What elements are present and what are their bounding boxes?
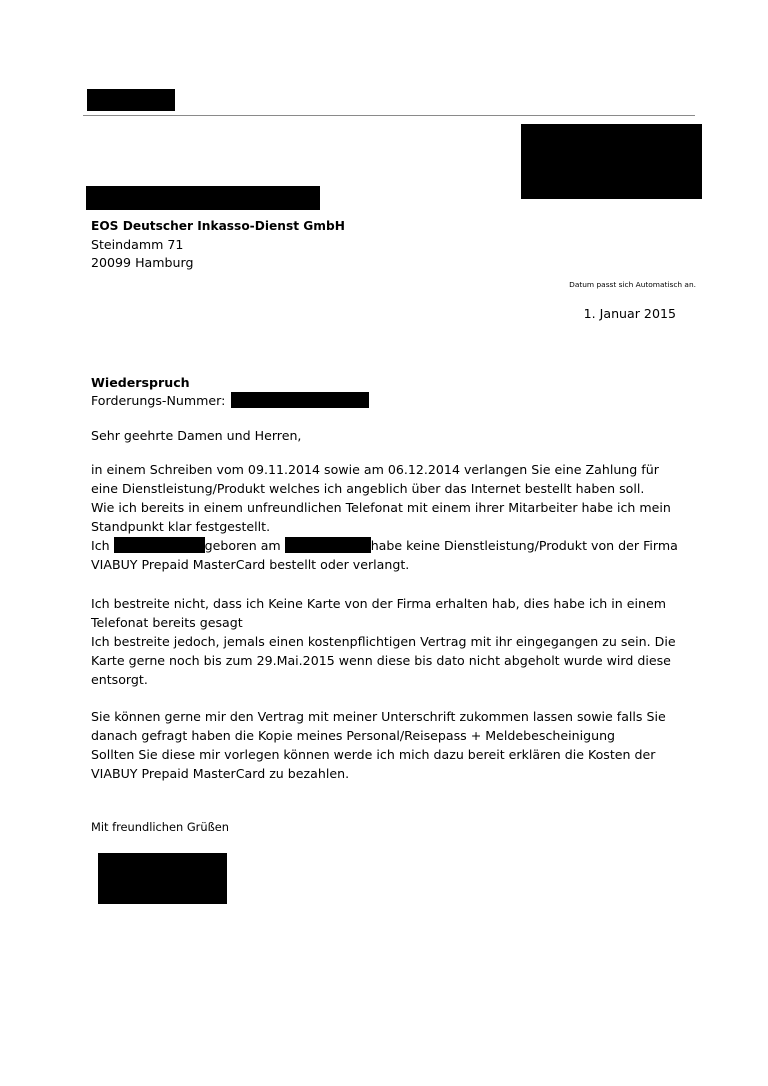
paragraph-3-line-1: Sie können gerne mir den Vertrag mit meiner Unterschrift zukommen lassen sowie falls Sie <box>91 709 666 724</box>
name-redaction <box>114 537 205 553</box>
salutation: Sehr geehrte Damen und Herren, <box>91 428 302 443</box>
paragraph-3-line-3: Sollten Sie diese mir vorlegen können werde ich mich dazu bereit erklären die Kosten der <box>91 747 656 762</box>
paragraph-1 <box>91 460 678 574</box>
recipient-city: 20099 Hamburg <box>91 255 194 270</box>
reference-number-redaction <box>231 392 369 408</box>
paragraph-1-line-5-end: habe keine Dienstleistung/Produkt von der Firma <box>370 538 678 553</box>
recipient-company: EOS Deutscher Inkasso-Dienst GmbH <box>91 219 345 233</box>
paragraph-3-line-4: VIABUY Prepaid MasterCard zu bezahlen. <box>91 766 350 781</box>
birthdate-redaction <box>285 537 371 553</box>
sender-name-redaction <box>87 89 175 111</box>
paragraph-2-line-3: Ich bestreite jedoch, jemals einen kostenpflichtigen Vertrag mit ihr eingegangen zu sein. Die <box>91 634 676 649</box>
paragraph-2-line-4: Karte gerne noch bis zum 29.Mai.2015 wenn diese bis dato nicht abgeholt wurde wird diese <box>91 653 671 668</box>
paragraph-1-line-4: Standpunkt klar festgestellt. <box>91 519 271 534</box>
letter-date: 1. Januar 2015 <box>583 306 676 321</box>
header-divider <box>83 115 695 116</box>
paragraph-1-line-5-start: Ich <box>91 538 114 553</box>
return-address-redaction <box>86 186 320 210</box>
sender-address-redaction <box>521 124 702 199</box>
paragraph-2-line-2: Telefonat bereits gesagt <box>91 615 243 630</box>
date-note: Datum passt sich Automatisch an. <box>569 280 696 289</box>
subject-title: Wiederspruch <box>91 375 190 390</box>
paragraph-2-line-5: entsorgt. <box>91 672 148 687</box>
paragraph-1-line-1: in einem Schreiben vom 09.11.2014 sowie am 06.12.2014 verlangen Sie eine Zahlung für <box>91 462 659 477</box>
paragraph-1-line-5 <box>91 536 678 555</box>
paragraph-1-line-3: Wie ich bereits in einem unfreundlichen Telefonat mit einem ihrer Mitarbeiter habe ich mein <box>91 500 671 515</box>
reference-line <box>91 391 369 410</box>
closing: Mit freundlichen Grüßen <box>91 820 229 834</box>
paragraph-1-line-5-middle: geboren am <box>204 538 281 553</box>
recipient-street: Steindamm 71 <box>91 237 184 252</box>
paragraph-3 <box>91 707 666 783</box>
paragraph-1-line-2: eine Dienstleistung/Produkt welches ich angeblich über das Internet bestellt haben soll. <box>91 481 645 496</box>
paragraph-1-line-6: VIABUY Prepaid MasterCard bestellt oder verlangt. <box>91 557 410 572</box>
paragraph-3-line-2: danach gefragt haben die Kopie meines Personal/Reisepass + Meldebescheinigung <box>91 728 616 743</box>
paragraph-2 <box>91 594 676 689</box>
signature-redaction <box>98 853 227 904</box>
reference-label: Forderungs-Nummer: <box>91 393 226 408</box>
paragraph-2-line-1: Ich bestreite nicht, dass ich Keine Karte von der Firma erhalten hab, dies habe ich in einem <box>91 596 667 611</box>
